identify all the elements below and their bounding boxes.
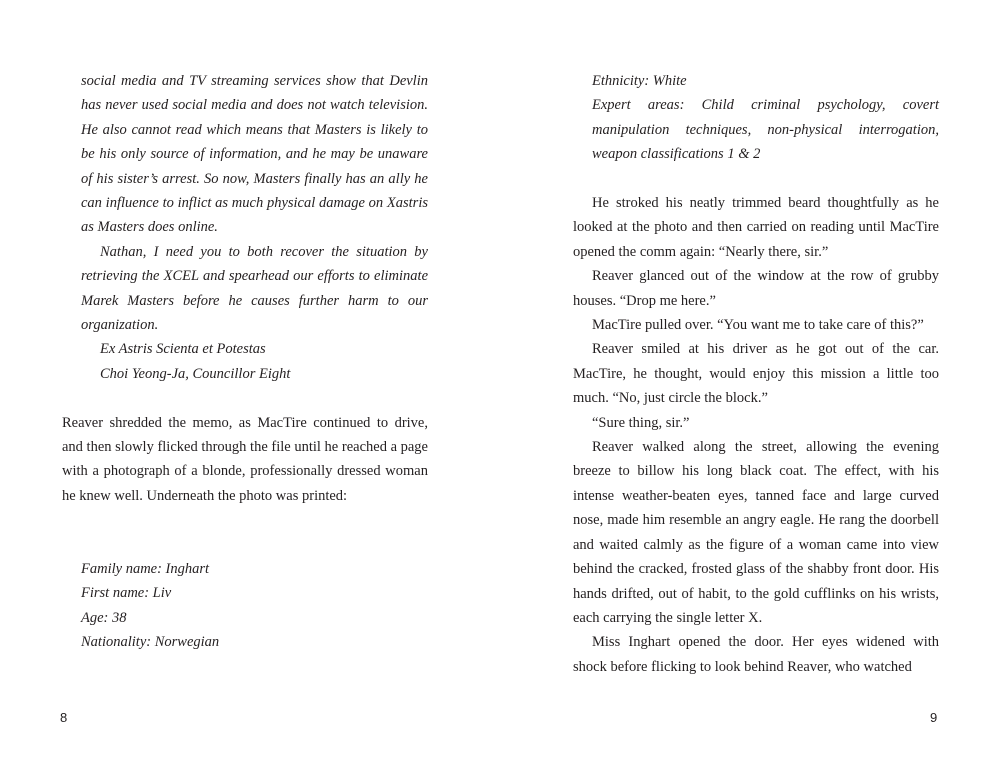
memo-paragraph-2: Nathan, I need you to both recover the situation by retrieving the XCEL and spearhead our efforts to eliminate Marek Masters before he causes further harm to our organization. xyxy=(81,243,428,334)
spacer xyxy=(62,386,428,410)
right-page xyxy=(500,0,1000,762)
story-paragraph-1: He stroked his neatly trimmed beard thoughtfully as he looked at the photo and then carried on reading until MacTire opened the comm again: “Nearly there, sir.” xyxy=(573,195,939,260)
memo-signature: Choi Yeong-Ja, Councillor Eight xyxy=(100,365,291,382)
profile-expert-areas: Expert areas: Child criminal psychology, covert manipulation techniques, non-physical interrogation, weapon classifications 1 & 2 xyxy=(592,97,939,163)
story-paragraph-6: Reaver walked along the street, allowing the evening breeze to billow his long black coat. The effect, with his intense weather-beaten eyes, tanned face and large curved nose, made him resemble an angry eagle. He rang the doorbell and waited calmly as the figure of a woman came into view behind the cracked, frosted glass of the shabby front door. His hands drifted, out of habit, to the gold cufflinks on his wrists, each carrying the single letter X. xyxy=(573,439,939,626)
profile-first-name: First name: Liv xyxy=(81,585,172,602)
story-paragraph-7: Miss Inghart opened the door. Her eyes widened with shock before flicking to look behind Reaver, who watched xyxy=(573,634,939,675)
left-text-block xyxy=(62,69,428,655)
page-number-right: 9 xyxy=(930,710,938,725)
right-text-block xyxy=(573,69,939,679)
story-paragraph-3: MacTire pulled over. “You want me to take care of this?” xyxy=(592,317,924,334)
spacer xyxy=(62,533,428,557)
spacer xyxy=(62,508,428,532)
profile-age: Age: 38 xyxy=(81,609,127,626)
memo-motto: Ex Astris Scienta et Potestas xyxy=(100,341,266,358)
story-paragraph-2: Reaver glanced out of the window at the row of grubby houses. “Drop me here.” xyxy=(573,268,939,309)
page-number-left: 8 xyxy=(60,710,68,725)
profile-nationality: Nationality: Norwegian xyxy=(81,634,220,651)
profile-family-name: Family name: Inghart xyxy=(81,561,210,578)
story-paragraph-4: Reaver smiled at his driver as he got out of the car. MacTire, he thought, would enjoy this mission a little too much. “No, just circle the block.” xyxy=(573,341,939,407)
story-paragraph-5: “Sure thing, sir.” xyxy=(592,414,690,431)
memo-paragraph-1: social media and TV streaming services show that Devlin has never used social media and does not watch television. He also cannot read which means that Masters is likely to be his only source of information, and he may be unaware of his sister’s arrest. So now, Masters finally has an ally he can influence to inflict as much physical damage on Xastris as Masters does online. xyxy=(81,73,428,236)
spacer xyxy=(573,167,939,191)
profile-ethnicity: Ethnicity: White xyxy=(592,73,687,89)
narrative-paragraph: Reaver shredded the memo, as MacTire continued to drive, and then slowly flicked through the file until he reached a page with a photograph of a blonde, professionally dressed woman he knew well. Underneath the photo was printed: xyxy=(62,414,428,504)
